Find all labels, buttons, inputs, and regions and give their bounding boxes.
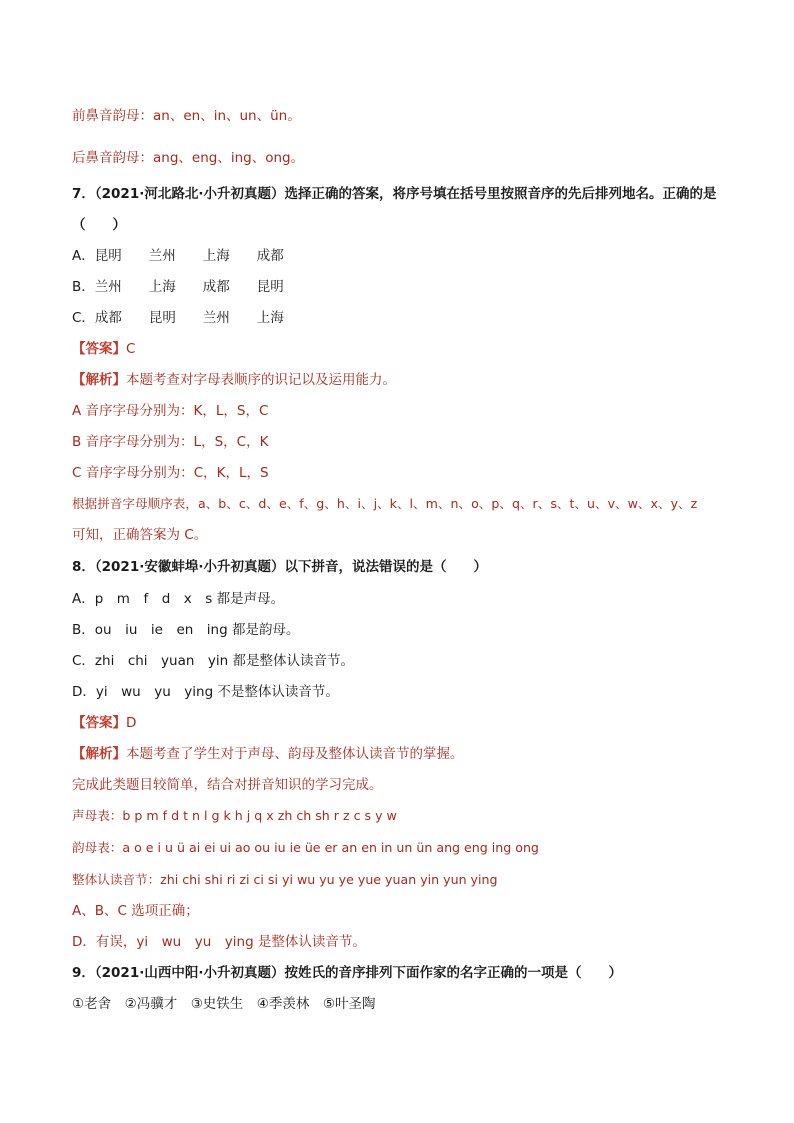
question-8-explanation (72, 744, 464, 764)
front-nasal-finals: 前鼻音韵母：an、en、in、un、ün。 (72, 108, 301, 124)
question-7-option-b: B．兰州 上海 成都 昆明 (72, 279, 284, 295)
question-7-blank: （ ） (72, 217, 126, 233)
explanation-line: A、B、C 选项正确； (72, 903, 199, 919)
explanation-line: D．有误，yi wu yu ying 是整体认读音节。 (72, 934, 366, 950)
explanation-line: 韵母表：a o e i u ü ai ei ui ao ou iu ie üe er an en in un ün ang eng ing ong (72, 840, 539, 855)
question-7-stem: 7．（2021·河北路北·小升初真题）选择正确的答案，将序号填在括号里按照音序的先后排列地名。正确的是 (72, 186, 717, 202)
question-8-stem: 8．（2021·安徽蚌埠·小升初真题）以下拼音，说法错误的是（ ） (72, 559, 487, 575)
answer-value: C (126, 341, 136, 357)
question-8-option-a: A．p m f d x s 都是声母。 (72, 591, 285, 607)
back-nasal-finals: 后鼻音韵母：ang、eng、ing、ong。 (72, 150, 305, 166)
explanation-line: A 音序字母分别为：K，L，S，C (72, 403, 269, 419)
question-7-option-c: C．成都 昆明 兰州 上海 (72, 310, 284, 326)
explanation-line: 根据拼音字母顺序表，a、b、c、d、e、f、g、h、i、j、k、l、m、n、o、p、q、r、s、t、u、v、w、x、y、z (72, 496, 698, 511)
question-9-items: ①老舍 ②冯骥才 ③史铁生 ④季羡林 ⑤叶圣陶 (72, 996, 376, 1012)
question-7-option-a: A．昆明 兰州 上海 成都 (72, 248, 284, 264)
explanation-label: 【解析】 (72, 746, 126, 762)
answer-value: D (126, 715, 137, 731)
question-8-option-d: D．yi wu yu ying 不是整体认读音节。 (72, 684, 339, 700)
explanation-line: B 音序字母分别为：L，S，C，K (72, 434, 269, 450)
question-7-explanation (72, 370, 396, 390)
explanation-text: 本题考查对字母表顺序的识记以及运用能力。 (126, 372, 396, 388)
explanation-label: 【解析】 (72, 372, 126, 388)
question-7-answer (72, 339, 135, 359)
explanation-line: 整体认读音节：zhi chi shi ri zi ci si yi wu yu ye yue yuan yin yun ying (72, 872, 498, 887)
explanation-text: 本题考查了学生对于声母、韵母及整体认读音节的掌握。 (126, 746, 464, 762)
question-8-option-b: B．ou iu ie en ing 都是韵母。 (72, 622, 300, 638)
explanation-line: 可知，正确答案为 C。 (72, 527, 208, 543)
question-8-answer (72, 713, 136, 733)
explanation-line: 声母表：b p m f d t n l g k h j q x zh ch sh r z c s y w (72, 808, 397, 823)
answer-label: 【答案】 (72, 341, 126, 357)
question-9-stem: 9．（2021·山西中阳·小升初真题）按姓氏的音序排列下面作家的名字正确的一项是（ ） (72, 965, 622, 981)
explanation-line: 完成此类题目较简单，结合对拼音知识的学习完成。 (72, 777, 383, 793)
question-8-option-c: C．zhi chi yuan yin 都是整体认读音节。 (72, 653, 355, 669)
explanation-line: C 音序字母分别为：C，K，L，S (72, 465, 269, 481)
answer-label: 【答案】 (72, 715, 126, 731)
